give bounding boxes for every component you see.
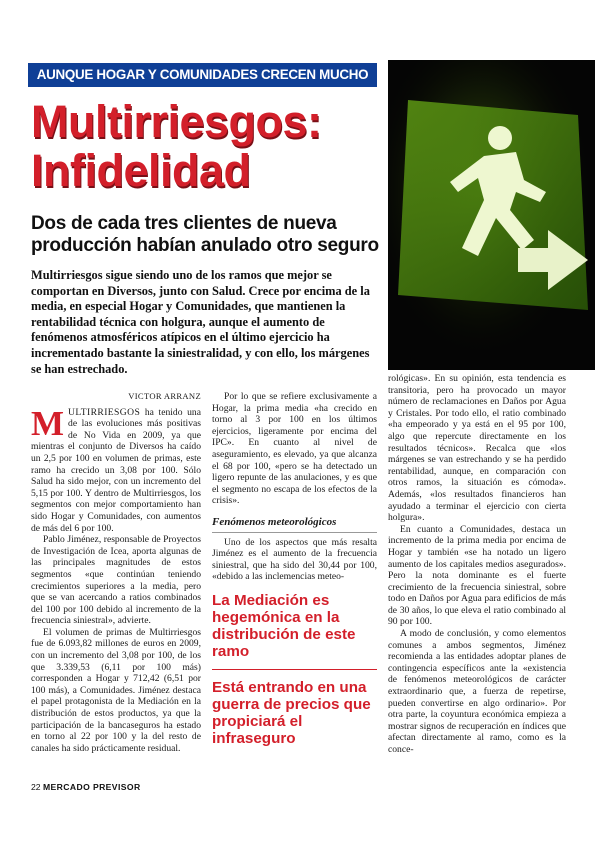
body-paragraph: En cuanto a Comunidades, destaca un incremento de la prima media por encima de Hogar y también «se ha notado un ligero aumento de los capitales medios asegurados». Pero la nota dominante es el fuerte crecimiento de la frecuencia siniestral, sobre todo en Daños por Agua para edificios de más de 30 años, lo que eleva el ratio combinado al 90 por 100. — [388, 523, 566, 628]
emergency-exit-photo — [388, 60, 595, 370]
page-footer — [31, 782, 141, 792]
headline — [31, 97, 322, 195]
lead-paragraph: Multirriesgos sigue siendo uno de los ramos que mejor se comportan en Diversos, junto con Salud. Crece por encima de la media, en especial Hogar y Comunidades, que mantienen la rentabilidad técnica con holgura, aunque el aumento de fenómenos atmosféricos atípicos en el último ejercicio ha incrementado bastante la siniestralidad, y con ello, los márgenes se han estrechado. — [31, 268, 370, 376]
byline: VICTOR ARRANZ — [128, 391, 201, 401]
body-paragraph: rológicas». En su opinión, esta tendencia es transitoria, pero ha provocado un mayor número de reclamaciones en Daños por Agua y Cristales. Por todo ello, el ratio combinado «ha empeorado y ya está en el 95 por 100, algo que repercute directamente en los resultados técnicos». Recalca que «los márgenes se van estrechando y se ha perdido rentabilidad, aunque, en comparación con otros ramos, la situación es cómoda». Además, «los resultados financieros han ayudado a terminar el ejercicio con cierta holgura». — [388, 373, 566, 524]
body-paragraph: Por lo que se refiere exclusivamente a Hogar, la prima media «ha crecido en torno al 3 por 100 en los últimos ejercicios, ligeramente por encima del IPC». En cuanto al nivel de aseguramiento, es elevado, ya que alcanza el 68 por 100, «pero se ha detectado un ligero repunte de las anulaciones, y es que el segmento no escapa de los efectos de la crisis». — [212, 391, 377, 507]
pull-quote-1: La Mediación es hegemónica en la distribución de este ramo — [212, 591, 356, 660]
body-paragraph: Uno de los aspectos que más resalta Jiménez es el aumento de la frecuencia siniestral, que ha sido del 30,44 por 100, «debido a las inclemencias meteo- — [212, 536, 377, 583]
emergency-exit-running-man-icon — [388, 60, 595, 370]
body-paragraph: Pablo Jiménez, responsable de Proyectos de Investigación de Icea, aporta algunas de las principales magnitudes de estos segmentos «que continúan teniendo crecimientos superiores a la media, pero que se van acercando a ratios combinados del 100 por 100 debido al incremento de la frecuencia siniestral», advierte. — [31, 534, 201, 627]
page-number: 22 — [31, 782, 41, 792]
pull-quote-divider — [212, 669, 377, 670]
body-text: ha tenido una de las evoluciones más positivas de No Vida en 2009, ya que mientras el conjunto de Diversos ha caído un 2,5 por 100 en volumen de primas, este ramo ha crecido un 3,08 por 100. Sólo Salud ha sido mejor, con un incremento del 5,15 por 100. Y dentro de Multirriesgos, los segmentos con mejor comportamiento han sido Hogar y Comunidades, con aumentos de más del 6 por 100. — [31, 406, 201, 534]
pull-quote-2: Está entrando en una guerra de precios que propiciará el infraseguro — [212, 678, 371, 747]
headline-line-1: Multirriesgos: — [31, 96, 322, 147]
body-paragraph: El volumen de primas de Multirriesgos fue de 6.093,82 millones de euros en 2009, con un incremento del 3,08 por 100, de los que 3.339,53 (6,11 por 100 más) corresponden a Hogar y 712,42 (6,51 por 100 más), a Comunidades. Jiménez destaca el papel protagonista de la Mediación en la distribución de estos productos, ya que la participación de la bancaseguros ha estado en torno al 22 por 100 y la del resto de canales ha sido prácticamente residual. — [31, 626, 201, 754]
article-column-3 — [388, 373, 566, 756]
body-paragraph: A modo de conclusión, y como elementos comunes a ambos segmentos, Jiménez recomienda a las entidades adoptar planes de contingencia específicos ante la «existencia de fenómenos meteorológicos de carácter extraordinario que, a fuerza de repetirse, pueden convertirse en algo ordinario». Por otra parte, la coyuntura económica empieza a mostrar signos de recuperación en índices que afectan directamente al ramo, como es la conce- — [388, 628, 566, 755]
subheadline: Dos de cada tres clientes de nueva producción habían anulado otro seguro — [31, 213, 379, 256]
publication-name: MERCADO PREVISOR — [42, 782, 141, 792]
headline-line-2: Infidelidad — [31, 145, 251, 196]
drop-cap: M — [31, 403, 65, 443]
article-column-2 — [212, 391, 377, 747]
opening-words: ULTIRRIESGOS — [68, 406, 141, 418]
section-heading: Fenómenos meteorológicos — [212, 517, 377, 533]
kicker-banner: AUNQUE HOGAR Y COMUNIDADES CRECEN MUCHO — [28, 63, 377, 87]
body-paragraph — [31, 403, 201, 535]
article-column-1 — [31, 391, 201, 754]
